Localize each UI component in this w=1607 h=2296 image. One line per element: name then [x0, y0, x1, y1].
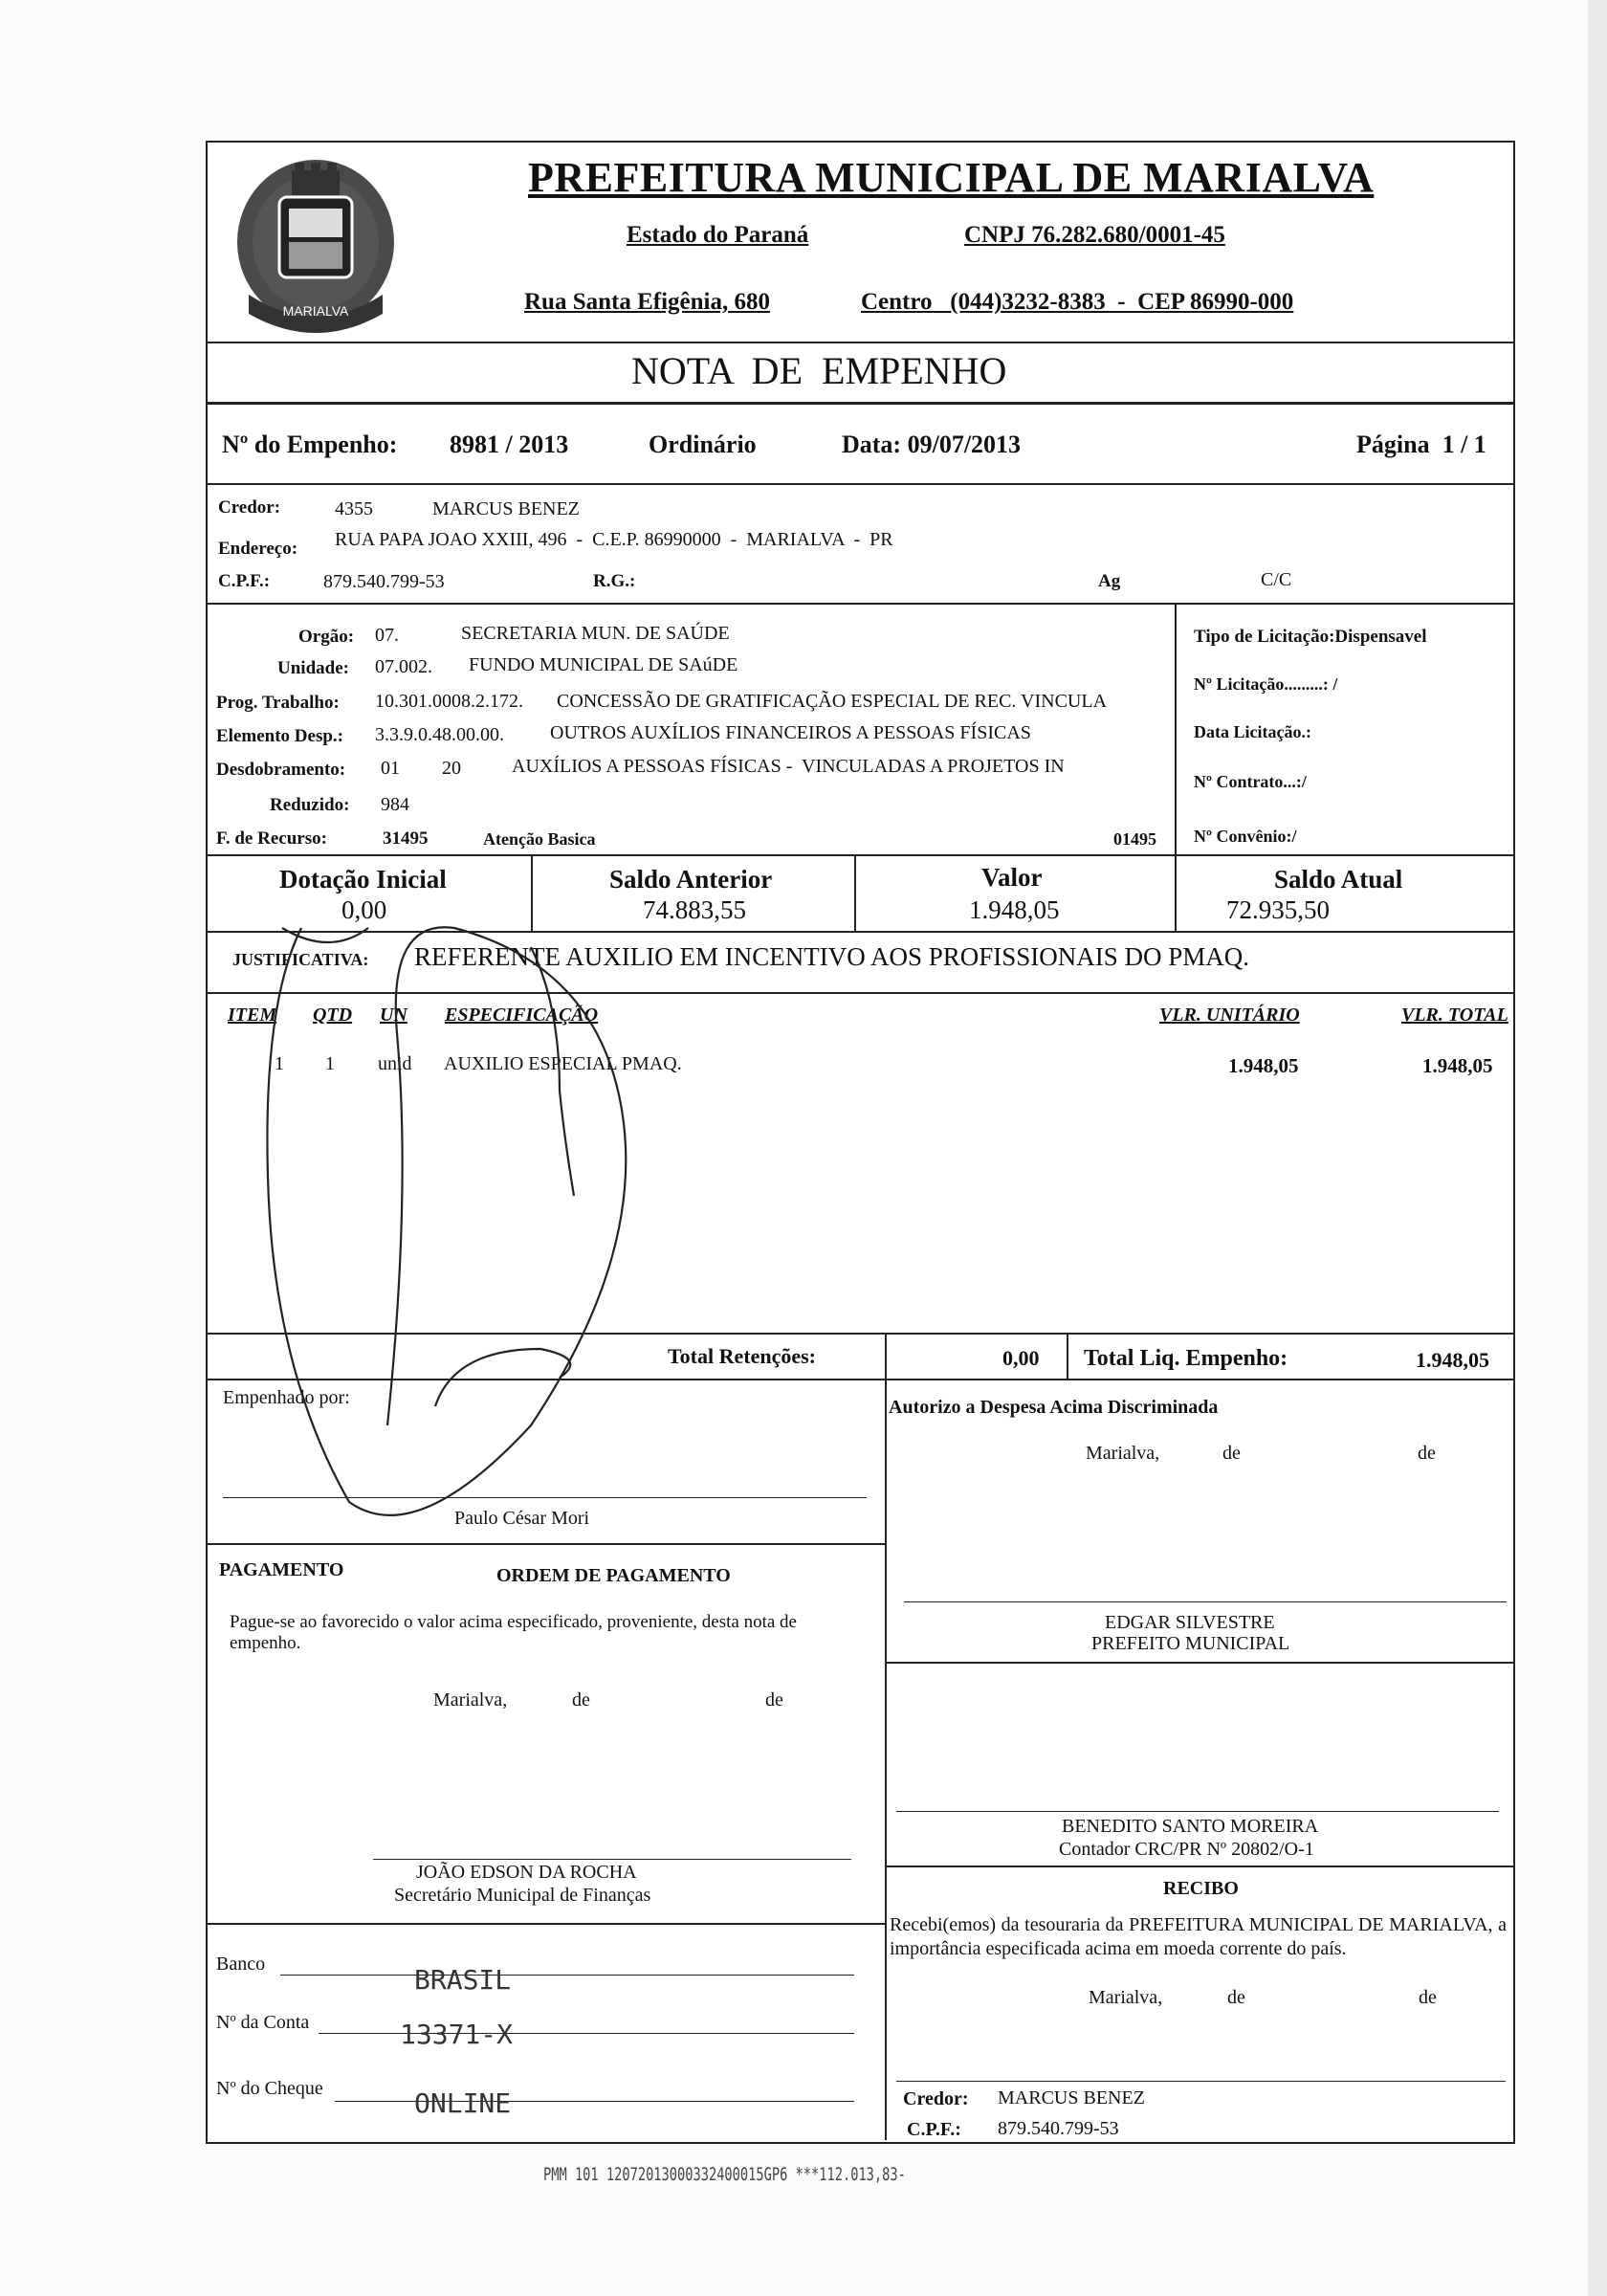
cc-label: C/C: [1261, 569, 1292, 590]
ordem-pagamento-label: ORDEM DE PAGAMENTO: [496, 1565, 731, 1586]
contador-role: Contador CRC/PR Nº 20802/O-1: [1059, 1839, 1314, 1860]
row-vlr-unitario: 1.948,05: [1228, 1054, 1299, 1077]
desdobramento-label: Desdobramento:: [216, 760, 346, 780]
conta-label: Nº da Conta: [216, 2012, 310, 2033]
banco-value: BRASIL: [414, 1964, 512, 1996]
data-licitacao: Data Licitação.:: [1194, 722, 1311, 741]
unidade-value: FUNDO MUNICIPAL DE SAúDE: [469, 654, 738, 675]
recibo-cpf-value: 879.540.799-53: [998, 2118, 1119, 2139]
unidade-label: Unidade:: [277, 658, 349, 678]
saldo-anterior-value: 74.883,55: [643, 895, 746, 924]
reduzido-value: 984: [381, 794, 409, 815]
total-liquido-value: 1.948,05: [1416, 1348, 1489, 1372]
prog-label: Prog. Trabalho:: [216, 693, 340, 713]
recibo-de2: de: [1419, 1987, 1437, 2008]
num-contrato: Nº Contrato...:/: [1194, 772, 1307, 791]
valor-value: 1.948,05: [969, 895, 1060, 924]
endereco-value: RUA PAPA JOAO XXIII, 496 - C.E.P. 86990000 - MARIALVA - PR: [335, 529, 893, 550]
dotacao-label: Dotação Inicial: [279, 865, 447, 894]
contador-name: BENEDITO SANTO MOREIRA: [1062, 1816, 1319, 1837]
empenho-number-label: Nº do Empenho:: [222, 430, 398, 458]
pagamento-de2: de: [765, 1689, 783, 1711]
recibo-place: Marialva,: [1089, 1987, 1163, 2008]
credor-label: Credor:: [218, 497, 281, 518]
row-qtd: 1: [325, 1053, 335, 1074]
header-cnpj: CNPJ 76.282.680/0001-45: [964, 222, 1225, 248]
justificativa-text: REFERENTE AUXILIO EM INCENTIVO AOS PROFISSIONAIS DO PMAQ.: [414, 942, 1250, 971]
unidade-code: 07.002.: [375, 656, 432, 677]
orgao-label: Orgão:: [298, 627, 355, 647]
empenho-type: Ordinário: [649, 430, 757, 458]
empenho-date: Data: 09/07/2013: [842, 430, 1022, 458]
secretario-role: Secretário Municipal de Finanças: [394, 1885, 651, 1906]
valor-label: Valor: [981, 863, 1043, 892]
recurso-code: 31495: [383, 828, 429, 849]
num-licitacao: Nº Licitação.........: /: [1194, 674, 1338, 694]
banco-label: Banco: [216, 1954, 266, 1975]
empenhado-label: Empenhado por:: [223, 1387, 350, 1408]
autorizo-de2: de: [1418, 1443, 1436, 1464]
secretario-name: JOÃO EDSON DA ROCHA: [416, 1862, 637, 1883]
cheque-value: ONLINE: [414, 2087, 512, 2119]
col-vlr-total: VLR. TOTAL: [1401, 1004, 1508, 1026]
recurso-label: F. de Recurso:: [216, 828, 327, 849]
elemento-value: OUTROS AUXÍLIOS FINANCEIROS A PESSOAS FÍSICAS: [550, 722, 1031, 743]
recibo-title: RECIBO: [1163, 1878, 1239, 1899]
scan-edge: [1588, 0, 1607, 2296]
row-item: 1: [275, 1053, 284, 1074]
saldo-atual-value: 72.935,50: [1226, 895, 1330, 924]
dotacao-value: 0,00: [341, 895, 387, 924]
autorizo-label: Autorizo a Despesa Acima Discriminada: [889, 1397, 1219, 1418]
recibo-credor-label: Credor:: [903, 2088, 969, 2109]
col-item: ITEM: [228, 1004, 277, 1026]
orgao-value: SECRETARIA MUN. DE SAÚDE: [461, 623, 730, 644]
elemento-code: 3.3.9.0.48.00.00.: [375, 724, 504, 745]
svg-text:MARIALVA: MARIALVA: [282, 303, 349, 319]
desdobramento-code2: 20: [442, 758, 461, 779]
col-vlr-unitario: VLR. UNITÁRIO: [1159, 1004, 1300, 1026]
pagamento-label: PAGAMENTO: [219, 1559, 344, 1580]
recibo-credor-name: MARCUS BENEZ: [998, 2087, 1145, 2108]
conta-value: 13371-X: [400, 2019, 514, 2050]
prog-code: 10.301.0008.2.172.: [375, 691, 523, 712]
desdobramento-value: AUXÍLIOS A PESSOAS FÍSICAS - VINCULADAS A PROJETOS IN: [512, 756, 1065, 777]
empenhado-name: Paulo César Mori: [454, 1508, 590, 1529]
handwritten-signature: [244, 890, 665, 1540]
recibo-text: Recebi(emos) da tesouraria da PREFEITURA MUNICIPAL DE MARIALVA, a importância especificada acima em moeda corrente do país.: [890, 1914, 1507, 1959]
saldo-atual-label: Saldo Atual: [1274, 865, 1403, 894]
col-qtd: QTD: [313, 1004, 353, 1026]
header-title: PREFEITURA MUNICIPAL DE MARIALVA: [528, 154, 1375, 201]
header-street: Rua Santa Efigênia, 680: [524, 289, 770, 315]
ag-label: Ag: [1098, 571, 1121, 591]
retencoes-label: Total Retenções:: [668, 1344, 816, 1368]
header-address: Centro (044)3232-8383 - CEP 86990-000: [861, 289, 1294, 315]
col-un: UN: [380, 1004, 407, 1026]
orgao-code: 07.: [375, 625, 399, 646]
tipo-licitacao: Tipo de Licitação:Dispensavel: [1194, 627, 1427, 647]
saldo-anterior-label: Saldo Anterior: [609, 865, 773, 894]
empenho-page: Página 1 / 1: [1356, 430, 1486, 458]
footer-code: PMM 101 12072013000332400015GP6 ***112.013,83-: [543, 2164, 906, 2185]
rg-label: R.G.:: [593, 571, 636, 591]
prefeito-role: PREFEITO MUNICIPAL: [1091, 1633, 1290, 1654]
row-especificacao: AUXILIO ESPECIAL PMAQ.: [444, 1053, 682, 1074]
recibo-cpf-label: C.P.F.:: [907, 2119, 961, 2140]
cpf-value: 879.540.799-53: [323, 571, 445, 592]
cheque-label: Nº do Cheque: [216, 2078, 323, 2099]
retencoes-value: 0,00: [1002, 1346, 1040, 1370]
reduzido-label: Reduzido:: [270, 795, 350, 815]
endereco-label: Endereço:: [218, 539, 298, 559]
header-state: Estado do Paraná: [627, 222, 809, 248]
justificativa-label: JUSTIFICATIVA:: [232, 950, 369, 969]
recurso-value: Atenção Basica: [483, 829, 596, 849]
col-especificacao: ESPECIFICAÇÃO: [445, 1004, 599, 1026]
row-vlr-total: 1.948,05: [1422, 1054, 1493, 1077]
recibo-de1: de: [1227, 1987, 1245, 2008]
coat-of-arms-logo: [230, 151, 402, 342]
credor-code: 4355: [335, 498, 373, 519]
elemento-label: Elemento Desp.:: [216, 726, 343, 746]
pagamento-de1: de: [572, 1689, 590, 1711]
autorizo-place: Marialva,: [1086, 1443, 1160, 1464]
pagamento-place: Marialva,: [433, 1689, 508, 1711]
prog-value: CONCESSÃO DE GRATIFICAÇÃO ESPECIAL DE REC. VINCULA: [557, 691, 1108, 712]
doc-title: NOTA DE EMPENHO: [631, 349, 1007, 392]
prefeito-name: EDGAR SILVESTRE: [1105, 1612, 1275, 1633]
pagamento-text: Pague-se ao favorecido o valor acima especificado, proveniente, desta nota de empenho.: [230, 1612, 797, 1653]
credor-name: MARCUS BENEZ: [432, 498, 580, 519]
cpf-label: C.P.F.:: [218, 571, 271, 591]
desdobramento-code: 01: [381, 758, 400, 779]
total-liquido-label: Total Liq. Empenho:: [1084, 1346, 1288, 1371]
num-convenio: Nº Convênio:/: [1194, 827, 1297, 846]
autorizo-de1: de: [1222, 1443, 1241, 1464]
empenho-number: 8981 / 2013: [450, 430, 569, 458]
row-un: unid: [378, 1053, 412, 1074]
recurso-code2: 01495: [1113, 829, 1156, 849]
